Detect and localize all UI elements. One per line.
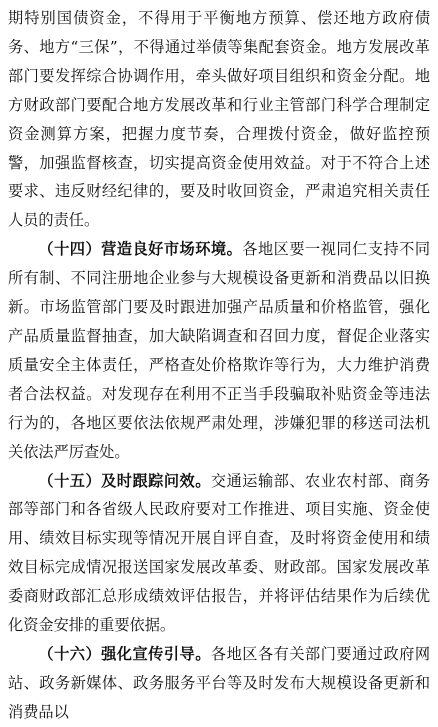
paragraph-body: 期特别国债资金，不得用于平衡地方预算、偿还地方政府债务、地方“三保”，不得通过举债等集配套资金。地方发展改革部门要发挥综合协调作用，牵头做好项目组织和资金分配。地方财政部门要配合地方发展改革和行业主管部门科学合理制定资金测算方案，把握力度节奏，合理拨付资金，做好监控预警，加强监督核查，切实提高资金使用效益。对于不符合上述要求、违反财经纪律的，要及时收回资金，严肃追究相关责任人员的责任。	[8, 9, 430, 230]
paragraph-body: 各地区要一视同仁支持不同所有制、不同注册地企业参与大规模设备更新和消费品以旧换新。市场监管部门要及时跟进加强产品质量和价格监管，强化产品质量监督抽查，加大缺陷调查和召回力度，督促企业落实质量安全主体责任，严格查处价格欺诈等行为，大力维护消费者合法权益。对发现存在利用不正当手段骗取补贴资金等违法行为的，各地区要依法依规严肃处理，涉嫌犯罪的移送司法机关依法严厉查处。	[8, 240, 431, 461]
paragraph-section-14	[8, 235, 430, 466]
section-heading: （十五）及时跟踪问效。	[38, 471, 211, 490]
paragraph-body: 交通运输部、农业农村部、商务部等部门和各省级人民政府要对工作推进、项目实施、资金使用、绩效目标实现等情况开展自评自查，及时将资金使用和绩效目标完成情况报送国家发展改革委、财政部。国家发展改革委商财政部汇总形成绩效评估报告，并将评估结果作为后续优化资金安排的重要依据。	[8, 471, 431, 635]
document-page	[8, 4, 430, 727]
section-heading: （十六）强化宣传引导。	[38, 644, 211, 663]
paragraph-body: 各地区各有关部门要通过政府网站、政务新媒体、政务服务平台等及时发布大规模设备更新和消费品以	[8, 644, 431, 721]
section-heading: （十四）营造良好市场环境。	[38, 240, 243, 259]
paragraph-continuation	[8, 4, 430, 235]
paragraph-section-15	[8, 467, 430, 640]
paragraph-section-16	[8, 640, 430, 727]
